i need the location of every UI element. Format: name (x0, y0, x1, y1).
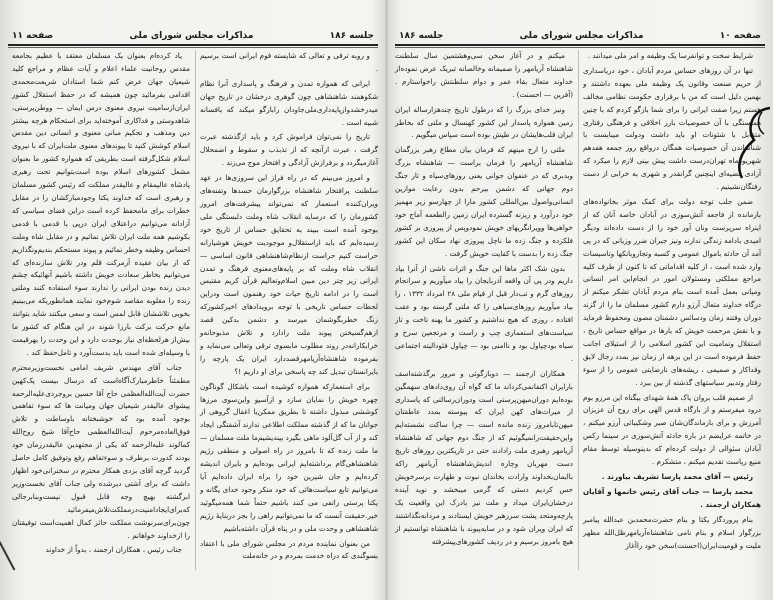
page-header (399, 29, 761, 43)
speaker-line: محمد پارسا — جناب آقای رئیس خانمها و آقایان همکاران ارجمند . (583, 486, 761, 509)
paragraph: یاد کرده‌ام بعنوان یک مسلمان معتقد با عظیم بجامعه مقدس روحانیت علماء اعلام و آیات عظام و مراجع کلید شیعیان جهان عرض کنم شما استادان شریعت‌محمدی اقدامی بفرمائید چون همیشه که در حفظ استقلال کشور ایران‌ازسامیت نیروی معنوی درس ایمان — ووطن‌پرستی، شاهدوستی و فداکاری آموخته‌اید برای استحکام هرچه بیشتر دین ومذهب و تحکیم مبانی معنوی و انسانی دین مقدس اسلام کوشش کنید تا پیوندهای معنوی ملت‌ایران که با نیروی اسلام شکل‌گرفته است بطریقی که همواره کشور ما بعنوان مشعل کشورهای اسلام بوده است‌بتوانیم تحت رهبری پادشاه عالیمقام و عالیقدر مملکت که رئیس کشور مسلمان و رهبری است که خداوند یکتا وجودمبارکشان را در مقابل خطرات برای مامحفظ کرده است دراین فضای سیاسی که آزادانه می‌توانیم دراعتلای ایران درپی با قدمی با قدمی بکوشیم همه ملت ایران تلاش نمائیم و در مقابل شاه وملت احساس وظیفه وخطر نمائیم و پیوند مستحکم بندیم‌ونگذاریم که از بیان عقیده آزمرکت قلم ودر تلاش سازنده‌ای که می‌توانیم بخاطر سعادت خویش داشته باشیم آنهائیکه چشم دیدن زنده بودن ایرانی را ندارند سوء استفاده کنند وملتی زنده را مغلوبه مقاصد شوم‌خود نمایند همانطوریکه می‌بینیم بخوبی تلاششان قابل لمس است و سعی میکنند شاید بتوانند مانع حرکت برکت بارزا شوند در این هنگام که کشور ما بیش‌از هرلحظه‌ای نیاز بوحدت دارد و این وحدت را بهرقیمت با وسیله‌ای شده است باید بدست‌آورد و تامل‌حفظ کند . (12, 51, 190, 357)
paragraph: ضمن جلب توجه دولت برای کمک موثر بخانواده‌های بازمانده از فاجعه آتش‌سوزی در آبادان خاصه آنان که از اینراه سرپرست ونان آور خود را از دست داده‌اند ودیگر امیدی بادامه زندگی ندارند ونیز جبران ضرر وزیانی که در پی آمد آن حادثه باموال عمومی و کسبه وتجاروبانکها وتاسیسات وارد شده است ، از کلیه اقداماتی که تا کنون از طرف کلیه مراجع مملکتی ومسئولان امور در انجام‌این امر انسانی ومیانی بعمل آمده است بنام مردم آبادان تشکر میکنم از درگاه خداوند متعال آرزو دارم کشور مسلمان ما را از گزند دوران وفتنه زمان ودسائس دشمنان مصون ومحفوظ فرماید و با نقش مرحمت خویش که بارها در مواقع حساس تاریخ ، استقلال وتمامیت این کشور اسلامی را از استیلای اجانب حفظ فرموده است در این برهه از زمان نیز بمدد رجال لایق وفداکار و صمیمی ، ریشه‌های نارضایتی عمومی را از سوء رفتار وتدبیر سیاستهای گذشته از بین ببرد . (583, 196, 761, 387)
paragraph: بدون شک اکثر ماها این جنگ و اثرات ناشی از آنرا بیاد داریم ودر پی آن واقعه آذربایجان را بیاد میآوریم و سرانجام روزهای گرم و تب‌دار قبل از قیام ملی ۲۸ امرداد ۱۳۳۲ ، را بیاد میآوریم روزهای‌سیاهی را که ملتی گرسنه بود و عقب افتاده ، روزی که هیچ نداشتیم و کشور ما پهنه تاخت و تاز سیاست‌های استعماری چپ و راست و مرتجعین سرخ و سیاه بود‌چپاول بود و ناامنی بود — چپاول فئودالیته اجتماعی . (395, 263, 574, 363)
page-number: صفحه ۱۰ (719, 31, 761, 41)
session-number: جلسه ۱۸۶ (329, 31, 374, 41)
paragraph: ملتی را ارج مینهم که فرمان بیان مطاع رهبر بزرگمان شاهنشاه آریامهر را فرمان براست — شاهنشاه بزرگ وبدبری که در عنفوان جوانی یعنی روزهای‌سیاه و تار جنگ دوم جهانی که دشمن بیرحم بدون رعایت موازین انسانی‌واصول بین‌المللی کشور مارا از چهارسو زیر مهمیز خود درآورد و ریزنه گسترده ایران زمین رالطعمه آماج خود خواهی‌ها وویرانگریهای خویش نمودو‌پس از پیروزی بر کشور فلکزده و جنگ زده ما ناچل پیروزی نهاد سکان این کشور جنگ زده را بدست با کفایت خویش گرفت . (395, 145, 573, 258)
paragraph: تاریخ را نمی‌توان فراموش کرد و باید ازگذشته عبرت گرفت ، عبرت ازآنچه که از تذبذب و سقوط و اضمحلال آغازمیگردد و برفرازش آزادگی و افتخار موج می‌زند . (200, 132, 378, 168)
page-header (12, 29, 374, 43)
paragraph: همکاران ارجمند — دوبازگوئی و مرور برگذشته‌اسف بارایران اکتفانمی‌کرداند ما که گواه آن روی‌دادهای سهمگین بوده‌ایم دوران‌میهن‌پرستی است ودوران‌رسالتی که پاسداری از میراث‌های کهن ایران که پیوسته بمدد عاطفتان میهن‌تابامروز زنده مانده است — چرا ساکت نشسته‌ایم واین‌حقیقت‌رانمیگوئیم که از جنگ دوم جهانی که شاهنشاه آریامهر رهبری ملت رادادند حتی در تاریکترین روزهای تاریخ دست مهربان وچاره اندیش‌شاهنشاه آریامهر راکه باایمان‌بخداوند وارادت بخاندان نبوت و طهارت برسرخویش حس کردیم دستی که گرمی میبخشد و نوید آینده درخشان‌ایران میداد و ملت نیز بادرک این واقعیت یک پارچه‌ومتحد پشت سررهبر خویش ایستادند و مردانه‌نگذاشتند که ایران ویران شود و در سایه‌پیوند با شاهنشاه توانستیم از هیچ بامروز برسیم و در ردیف کشورهای‌پیشرفته (395, 368, 573, 546)
handwritten-annotation-icon (732, 100, 772, 180)
speaker-line: رئیس — آقای محمد پارسا تشریف بیاورند . (601, 472, 753, 481)
paragraph: میکنم و در آغاز سخن سی‌وهشتمین سال سلطنت شاهنشاه آریامهر را صمیمانه وخالصانه تبریک عرض نموده‌از خداوند متعال بقاء عمر و دوام سلطنتش راخواستارم . (آفرین — احسنت) . (395, 51, 573, 99)
paragraph: و روبه ترقی و تعالی که شایسته قوم ایرانی است برسیم . (200, 51, 378, 73)
header-rule-thin (8, 47, 378, 48)
journal-title: مذاکرات مجلس شورای ملی (519, 31, 644, 41)
column-right (200, 50, 378, 565)
paragraph: برای استعمارکه همواره کوشیده است باشکال گوناگون چهره خویش را نمایان سازد و ازآسیو واین‌سوی مرزها کوششی مبذول داشته تا بطریق ممکن‌یا اغفال گروهی از جوانان ما که از گذشته مملکت اطلاعی ندارند آشفتگی ایجاد کند و از آب گل‌آلود ماهی بگیرد بپندیشیم‌ما ملت مسلمان — ما ملت زنده که تا بامروز در راه اصولی و منطقی رژیم شاهنشاهی‌گام برداشته‌ایم ایرانی بوده‌ایم و بایران اندیشه کرده‌ایم و جان شیرین خود را براه ایران داده‌ایم آیا می‌توانیم تابع سیاست‌هائی که خود منکر وجود خدای یگانه و یکتا پرستی راتفی می کنند باشیم حتماً شما همه‌میگوئید خیر.حقیقت آنست که ما نمی‌توانیم راهی را بجز دربنایهٔ رژیم شاهنشاهی و وحدت ملی و در پناه قرآن داشته‌باشیم (200, 381, 378, 533)
page-number: صفحه ۱۱ (12, 31, 54, 41)
journal-title: مذاکرات مجلس شورای ملی (129, 31, 254, 41)
column-divider (195, 50, 196, 570)
paragraph: از صمیم قلب بروان پاک همهٔ شهدای بیگناه این مرزو بوم درود میفرستم و از بارگاه قدس الهی برای روح آن عزیزان آمرزش و برای بازماندگان‌شان صبر وشکیبائی آرزو میکنم ، در خاتمه عرایضم در باره حادثه آتش‌سوزی در سینما رکس آبادان سئوالی از دولت کرده‌ام که بدینوسیله توسط مقام منیع ریاست تقدیم میکنم ، متشکرم . (583, 392, 761, 467)
paragraph: شرایط سخت و توانفرسا یک وظیفه و امر ملی میدانند . (587, 51, 753, 60)
paragraph: جناب آقای مهندس شریف امامی نخست‌وزیرمحترم مطمئناً خاطرمبارک‌آگاه‌است که درسال بیست یک‌کهین حضرت آیت‌الله‌العظمی حاج آقا حسین بروجردی‌علیه‌الرحمه پیشوای عالیقدر شیعیان جهان ومیانت ها که سوء تفاهمی بوجود آمده بود که خوشبختانه باوساطت و تلاش فوق‌العاده‌مرحوم آیت‌الله‌العظمی حاج‌آقا شیخ روح‌الله کمالوند علیه‌الرحمه که یکی از مجتهدین عالیقدرزمان خود بودند کدورت برطرف و سوء‌تفاهم رفع وتوفیق کامل حاصل گردید گرچه آقای بزدی همکار محترم در سخنرانی‌خود اظهار داشت که برای آشتی دیرشده ولی جناب آقای نخست‌وزیر ابرگشته بهیچ وجه قابل قبول نیست‌وبنابرجالی که‌برای‌ایجادامنیت‌درمملکت‌تلاش‌میفرمائید چون‌برای‌سرنوشت مملکت حائز کمال اهمیت‌است توفیقتان را ازخداوند خواهانم . (12, 362, 190, 540)
paragraph: ایرانی که همواره تمدن و فرهنگ و پاسداری آنرا نظام شکوهمند شاهنشاهی چون گوهری درخشان در تاریخ جهان میدرخشد‌وازپایه‌داری‌ملی‌جاودان راباز‌گو میکند که بافسانه شبیه است . (200, 78, 378, 127)
header-rule (395, 44, 765, 46)
page-10 (387, 0, 773, 600)
paragraph: بنام پروردگار یکتا و بنام حضرت‌محمدبن عبدالله پیامبر بزرگوار اسلام و بنام نامی شاهنشاه‌آریامهر‌ظل‌الله مظهر ملیت و قومیت‌ایران(احسنت)سخن خود راآغاز (583, 514, 761, 550)
header-rule-thin (395, 47, 765, 48)
paragraph: جناب رئیس ، همکاران ارجمند ، بدواً از خداوند (45, 545, 182, 555)
session-number: جلسه ۱۸۶ (399, 31, 444, 41)
page-11 (0, 0, 386, 600)
column-divider (578, 50, 579, 570)
column-left (12, 50, 190, 559)
paragraph: ونیز خدای بزرگ را که درطول تاریخ چندهزارساله ایران زمین همواره پاسدار این کشور کهنسال و ملتی که بخاطر ایران قلب‌هایشان در طپش بوده است سپاس میگویم . (395, 104, 573, 140)
column-left (395, 50, 573, 550)
paragraph: تنها در آن روزهای حساس مردم آبادان ، خود دریاسداری از حریم صنعت وقانون یک وظیفه ملی بعهده داشتند و بهمین دلیل است که من با برقراری حکومت نظامی مخالف هستم زیرا صفت ایرانی را برای شما بازگو کردم که با چنین همبستگی با آن خصوصیات بارز اخلاقی و فرهنگی رفتاری متقابل با شئونات او باید داشت ودولت میبایست با شناساندن آن خصوصیات همگان درواقع روز جمعه هفدهم شهریورماه تهران‌درست داشت پیش بینی لازم را میکرد که آزادی قضیه‌ای اینچنین گرانقدر و شهری به خرابی از دست رفتگان‌نشینیم . (583, 65, 761, 192)
header-rule (8, 44, 378, 46)
paragraph: من بعنوان نماینده مردم در مجلس شورای ملی با اعتقاد بسوگندی که دراه خدمت بمردم و در خانه‌ملت (200, 538, 378, 561)
paragraph: و امروز می‌بینم که در راه فراز این سروزی‌ها در عهد سلطنت پرافتخار شاهنشاه بزرگوارمان حسدها وتفنه‌های ویران‌کننده استعمار که نمی‌تواند پیشرفت‌های امروز کشورمان را که درسایه انقلاب شاه وملت دلبستگی ملی بوجود آمده است ببیند به تحقایق حساس از تاریخ خود رسیده‌ایم که باید ازاستقلال‌و موجودیت خویش هوشیارانه حراست کنیم حراست ازنظام‌شاهنشاهی قانون اساسی — انقلاب شاه وملت که بر پایه‌های‌معنوی فرهنگ و تمدن ایرانی زیر چتر دین مبین اسلام‌وتعالیم قرآن کریم مقتبس است را در ادامه تاریخ حیات خود رهنمون است ودراین لحظات حساس تاریخی با توجه برویدادهای اخیرکشورکه زنگ خطربگوشمان میرسد و دشمن بدکین قصد ازهم‌گسیختن پیوند ملت رادارد و تلاش مذبوحانه‌و خرابکارانه‌در روند مطلوب مابسوی ترقی وتعالی می‌نماید و بفرموده شاهنشاه‌آریامهرقصددارد ایران یک پارچه را بایرانستان تبدیل کند چه پاسخی برای او داریم !؟ (200, 173, 378, 376)
